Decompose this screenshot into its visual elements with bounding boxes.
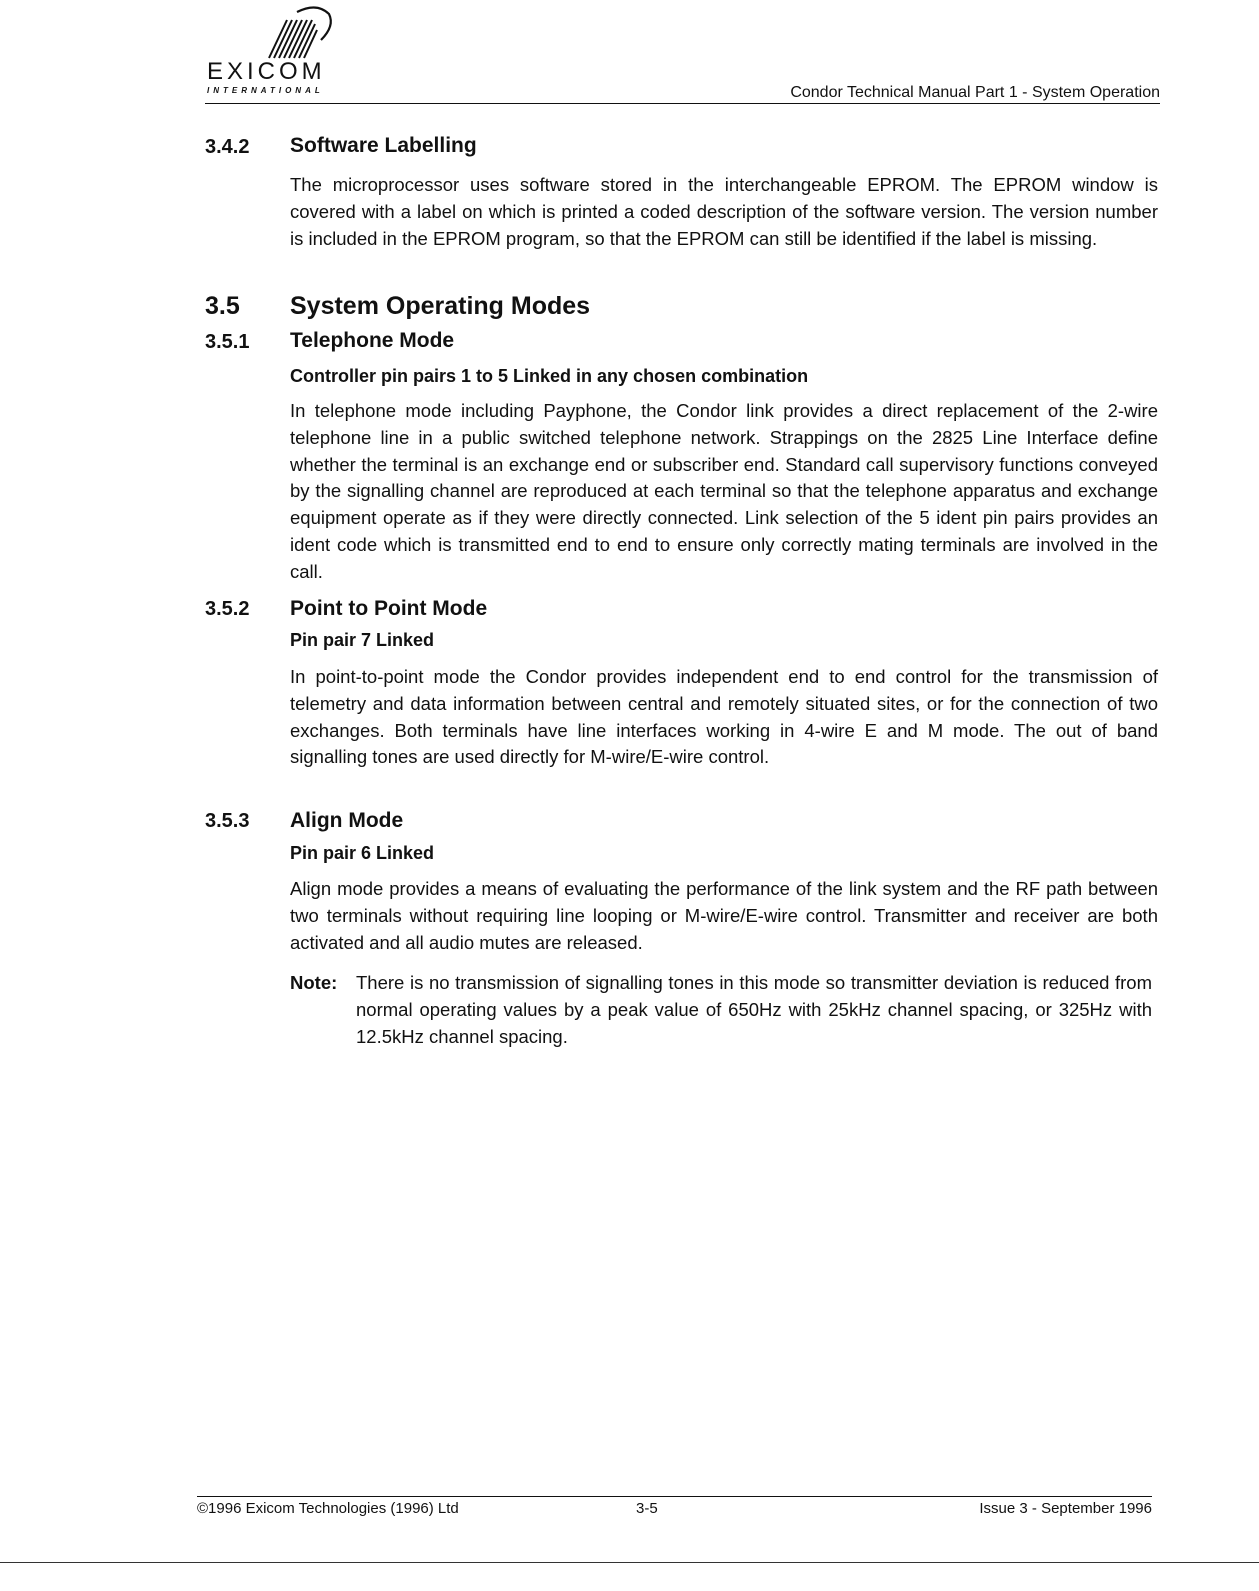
chapter-heading: System Operating Modes <box>290 292 591 320</box>
header-divider <box>205 103 1160 104</box>
footer-divider <box>197 1496 1152 1497</box>
section-subheading: Pin pair 7 Linked <box>290 630 435 650</box>
page-bottom-edge <box>0 1562 1259 1563</box>
section-number: 3.4.2 <box>205 136 250 158</box>
logo-subtitle: INTERNATIONAL <box>207 86 324 95</box>
section-heading: Telephone Mode <box>290 329 455 352</box>
exicom-logo-mark-icon <box>257 0 337 62</box>
document-header-title: Condor Technical Manual Part 1 - System Operation <box>790 84 1160 101</box>
section-number: 3.5.3 <box>205 810 250 832</box>
section-heading: Point to Point Mode <box>290 597 488 620</box>
footer-page-number: 3-5 <box>636 1500 658 1517</box>
section-subheading: Pin pair 6 Linked <box>290 843 435 863</box>
section-heading: Software Labelling <box>290 134 477 157</box>
note-label: Note: <box>290 972 338 993</box>
section-paragraph: The microprocessor uses software stored in the interchangeable EPROM. The EPROM window is covered with a label on which is printed a coded description of the software version. The version number is included in the EPROM program, so that the EPROM can still be identified if the label is missing. <box>290 174 1158 249</box>
footer-issue: Issue 3 - September 1996 <box>979 1500 1152 1517</box>
section-paragraph: Align mode provides a means of evaluating the performance of the link system and the RF path between two terminals without requiring line looping or M-wire/E-wire control. Transmitter and receiver are both activated and all audio mutes are released. <box>290 878 1158 953</box>
chapter-number: 3.5 <box>205 292 240 320</box>
section-number: 3.5.1 <box>205 331 250 353</box>
section-heading: Align Mode <box>290 809 404 832</box>
section-subheading: Controller pin pairs 1 to 5 Linked in any chosen combination <box>290 366 809 386</box>
section-paragraph: In point-to-point mode the Condor provides independent end to end control for the transmission of telemetry and data information between central and remotely situated sites, or for the connection of two exchanges. Both terminals have line interfaces working in 4-wire E and M mode. The out of band signalling tones are used directly for M-wire/E-wire control. <box>290 666 1158 768</box>
footer-copyright: ©1996 Exicom Technologies (1996) Ltd <box>197 1500 459 1517</box>
section-number: 3.5.2 <box>205 598 250 620</box>
exicom-logo <box>207 0 377 100</box>
note-text: There is no transmission of signalling tones in this mode so transmitter deviation is reduced from normal operating values by a peak value of 650Hz with 25kHz channel spacing, or 325Hz with 12.5kHz channel spacing. <box>356 972 1152 1047</box>
logo-wordmark: EXICOM <box>207 58 326 85</box>
section-paragraph: In telephone mode including Payphone, the Condor link provides a direct replacement of the 2-wire telephone line in a public switched telephone network. Strappings on the 2825 Line Interface define whether the terminal is an exchange end or subscriber end. Standard call supervisory functions conveyed by the signalling channel are reproduced at each terminal so that the telephone apparatus and exchange equipment operate as if they were directly connected. Link selection of the 5 ident pin pairs provides an ident code which is transmitted end to end to ensure only correctly mating terminals are involved in the call. <box>290 400 1158 582</box>
